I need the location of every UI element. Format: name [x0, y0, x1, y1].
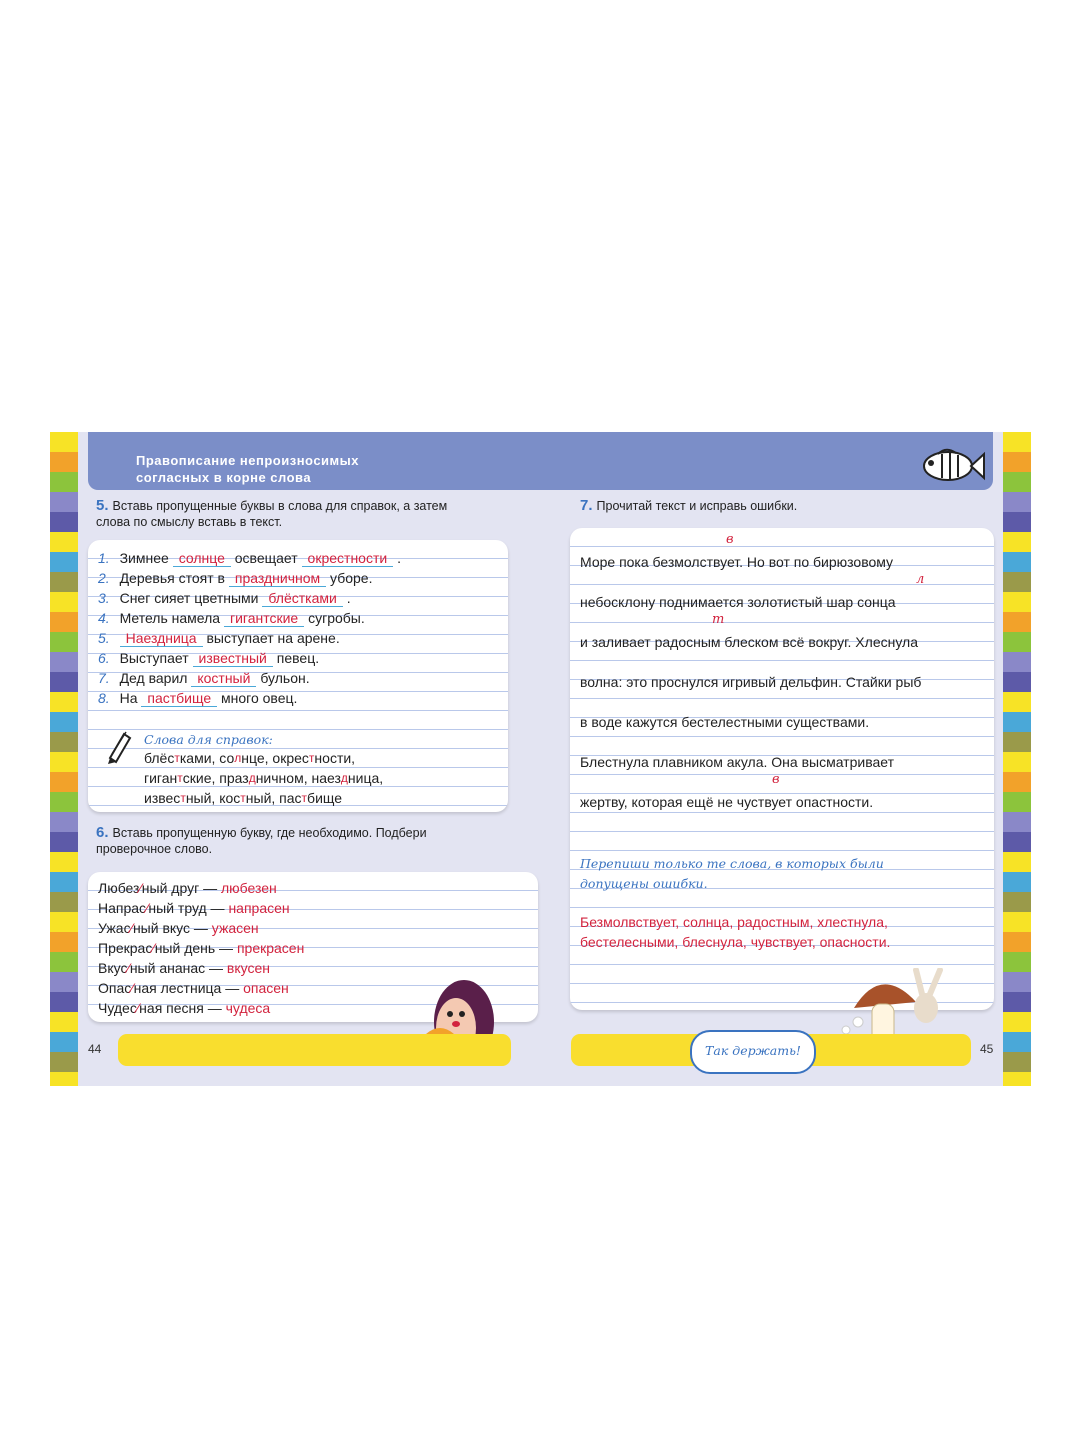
row-number: 2.: [98, 570, 110, 586]
page-title: Правописание непроизносимых согласных в корне слова: [136, 453, 359, 485]
row-text: уборе.: [330, 570, 373, 586]
book-spread: [50, 432, 1031, 1086]
row-text: ный день —: [154, 940, 234, 956]
strike-mark: ⁄: [136, 1000, 140, 1016]
check-word: вкусен: [226, 960, 271, 976]
check-word: прекрасен: [236, 940, 305, 956]
inserted-letter: д: [248, 771, 256, 785]
row-text: Снег сияет цветными: [119, 590, 259, 606]
row-number: 5.: [98, 630, 110, 646]
hint-text: ности,: [314, 750, 356, 766]
hint-line: [144, 770, 383, 786]
rewrite-answer: Безмолвствует, солнца, радостным, хлестнула, бестелесными, блеснула, чувствует, опасности.: [580, 914, 891, 950]
hint-text: ками, со: [179, 750, 235, 766]
row-text: Метель намела: [119, 610, 221, 626]
row-text: ная лестница —: [133, 980, 240, 996]
hint-text: ские, праз: [182, 770, 249, 786]
inserted-letter: т: [301, 791, 308, 805]
row-text: Зимнее: [119, 550, 169, 566]
row-number: 6.: [98, 650, 110, 666]
task7-line: [580, 532, 894, 570]
answer-blank: костный: [191, 670, 256, 687]
task7-line: [580, 612, 918, 650]
hint-text: ный, кос: [185, 790, 241, 806]
hint-line: [144, 750, 355, 766]
inserted-letter: т: [308, 751, 315, 765]
hint-line: [144, 790, 342, 806]
correction-mark: т: [712, 612, 725, 627]
task7-line: [580, 674, 921, 690]
hint-text: ный, пас: [245, 790, 302, 806]
check-word: любезен: [221, 880, 277, 896]
answer-blank: окрестности: [302, 550, 394, 567]
task5-instruction: 5. Вставь пропущенные буквы в слова для справок, а затем слова по смыслу вставь в текст.: [96, 497, 448, 529]
task7-line: [580, 754, 894, 770]
row-text: Ужас: [98, 920, 131, 936]
row-number: 7.: [98, 670, 110, 686]
task5-row: [98, 550, 401, 566]
inserted-letter: д: [340, 771, 348, 785]
answer-blank: солнце: [173, 550, 231, 567]
task7-card: [570, 528, 994, 1010]
task5-row: [98, 610, 365, 626]
correction-mark: в: [772, 772, 780, 787]
row-text: освещает: [234, 550, 298, 566]
task6-row: [98, 900, 290, 916]
hint-text: ница,: [347, 770, 384, 786]
row-text: Любез: [98, 880, 140, 896]
task5-row: [98, 650, 319, 666]
task6-instruction: 6. Вставь пропущенную букву, где необходимо. Подбери проверочное слово.: [96, 824, 427, 856]
task6-row: [98, 940, 304, 956]
task7-line: [580, 772, 874, 810]
hint-text: бище: [307, 790, 343, 806]
task6-row: [98, 1000, 270, 1016]
row-text: выступает на арене.: [206, 630, 340, 646]
rewrite-instruction: Перепиши только те слова, в которых были допущены ошибки.: [580, 856, 884, 891]
line-text: небосклону поднимается золотистый шар сонца: [580, 594, 896, 610]
answer-blank: Наездница: [120, 630, 203, 647]
footer-bar-left: [118, 1034, 511, 1066]
answer-blank: известный: [193, 650, 273, 667]
speech-bubble: Так держать!: [690, 1030, 816, 1074]
strike-mark: ⁄: [131, 980, 134, 996]
answer-blank: пастбище: [141, 690, 217, 707]
hint-text: ничном, наез: [255, 770, 341, 786]
row-text: певец.: [276, 650, 320, 666]
task6-row: [98, 980, 289, 996]
row-text: На: [119, 690, 138, 706]
correction-mark: в: [726, 532, 734, 547]
header-band: [88, 432, 993, 490]
line-text: жертву, которая ещё не чуствует опастности.: [580, 794, 874, 810]
check-word: напрасен: [228, 900, 290, 916]
fish-icon: [916, 446, 986, 486]
strike-mark: ⁄: [127, 960, 130, 976]
row-text: .: [397, 550, 401, 566]
line-text: в воде кажутся бестелестными существами.: [580, 714, 870, 730]
answer-blank: блёстками: [262, 590, 342, 607]
strike-mark: ⁄: [139, 880, 142, 896]
hint-title: Слова для справок:: [144, 732, 273, 747]
inserted-letter: т: [177, 771, 183, 785]
task5-row: [98, 570, 372, 586]
correction-mark: л: [916, 572, 925, 587]
row-text: ный вкус —: [132, 920, 208, 936]
page-number-right: 45: [980, 1042, 994, 1056]
task7-instruction: 7. Прочитай текст и исправь ошибки.: [580, 497, 798, 514]
line-text: Море пока безмолствует. Но вот по бирюзовому: [580, 554, 894, 570]
row-text: сугробы.: [308, 610, 365, 626]
row-number: 3.: [98, 590, 110, 606]
row-text: Чудес: [98, 1000, 137, 1016]
right-stripe-border: [1003, 432, 1031, 1086]
line-text: Блестнула плавником акула. Она высматривает: [580, 754, 894, 770]
row-text: .: [346, 590, 351, 606]
row-text: бульон.: [260, 670, 310, 686]
row-text: ный друг —: [141, 880, 218, 896]
answer-blank: праздничном: [229, 570, 326, 587]
task5-row: [98, 630, 340, 646]
hint-text: извес: [144, 790, 181, 806]
strike-mark: ⁄: [152, 940, 155, 956]
task6-row: [98, 920, 259, 936]
hint-text: гиган: [144, 770, 178, 786]
row-text: много овец.: [221, 690, 298, 706]
task6-row: [98, 960, 270, 976]
task7-line: [580, 572, 925, 610]
task5-row: [98, 590, 351, 606]
row-text: ный труд —: [148, 900, 225, 916]
row-number: 8.: [98, 690, 110, 706]
row-text: Выступает: [119, 650, 189, 666]
hint-text: нце, окрес: [241, 750, 309, 766]
task7-line: [580, 714, 869, 730]
inserted-letter: т: [180, 791, 186, 805]
row-text: Деревья стоят в: [119, 570, 225, 586]
inserted-letter: т: [174, 751, 180, 765]
row-number: 4.: [98, 610, 110, 626]
pencil-icon: [102, 728, 132, 764]
strike-mark: ⁄: [130, 920, 133, 936]
hint-text: блёс: [144, 750, 175, 766]
inserted-letter: т: [240, 791, 246, 805]
task5-card: [88, 540, 508, 812]
left-stripe-border: [50, 432, 78, 1086]
task6-row: [98, 880, 277, 896]
check-word: ужасен: [211, 920, 259, 936]
page-number-left: 44: [88, 1042, 102, 1056]
line-text: волна: это проснулся игривый дельфин. Стайки рыб: [580, 674, 922, 690]
row-text: Вкус: [98, 960, 128, 976]
row-text: Прекрас: [98, 940, 153, 956]
strike-mark: ⁄: [146, 900, 149, 916]
check-word: опасен: [243, 980, 289, 996]
task5-row: [98, 670, 310, 686]
row-text: ный ананас —: [129, 960, 224, 976]
row-text: Напрас: [98, 900, 147, 916]
row-text: Опас: [98, 980, 132, 996]
line-text: и заливает радосным блеском всё вокруг. Хлеснула: [580, 634, 918, 650]
row-text: ная песня —: [139, 1000, 222, 1016]
row-number: 1.: [98, 550, 110, 566]
check-word: чудеса: [225, 1000, 271, 1016]
task5-row: [98, 690, 297, 706]
row-text: Дед варил: [119, 670, 188, 686]
inserted-letter: л: [234, 751, 242, 765]
answer-blank: гигантские: [224, 610, 304, 627]
